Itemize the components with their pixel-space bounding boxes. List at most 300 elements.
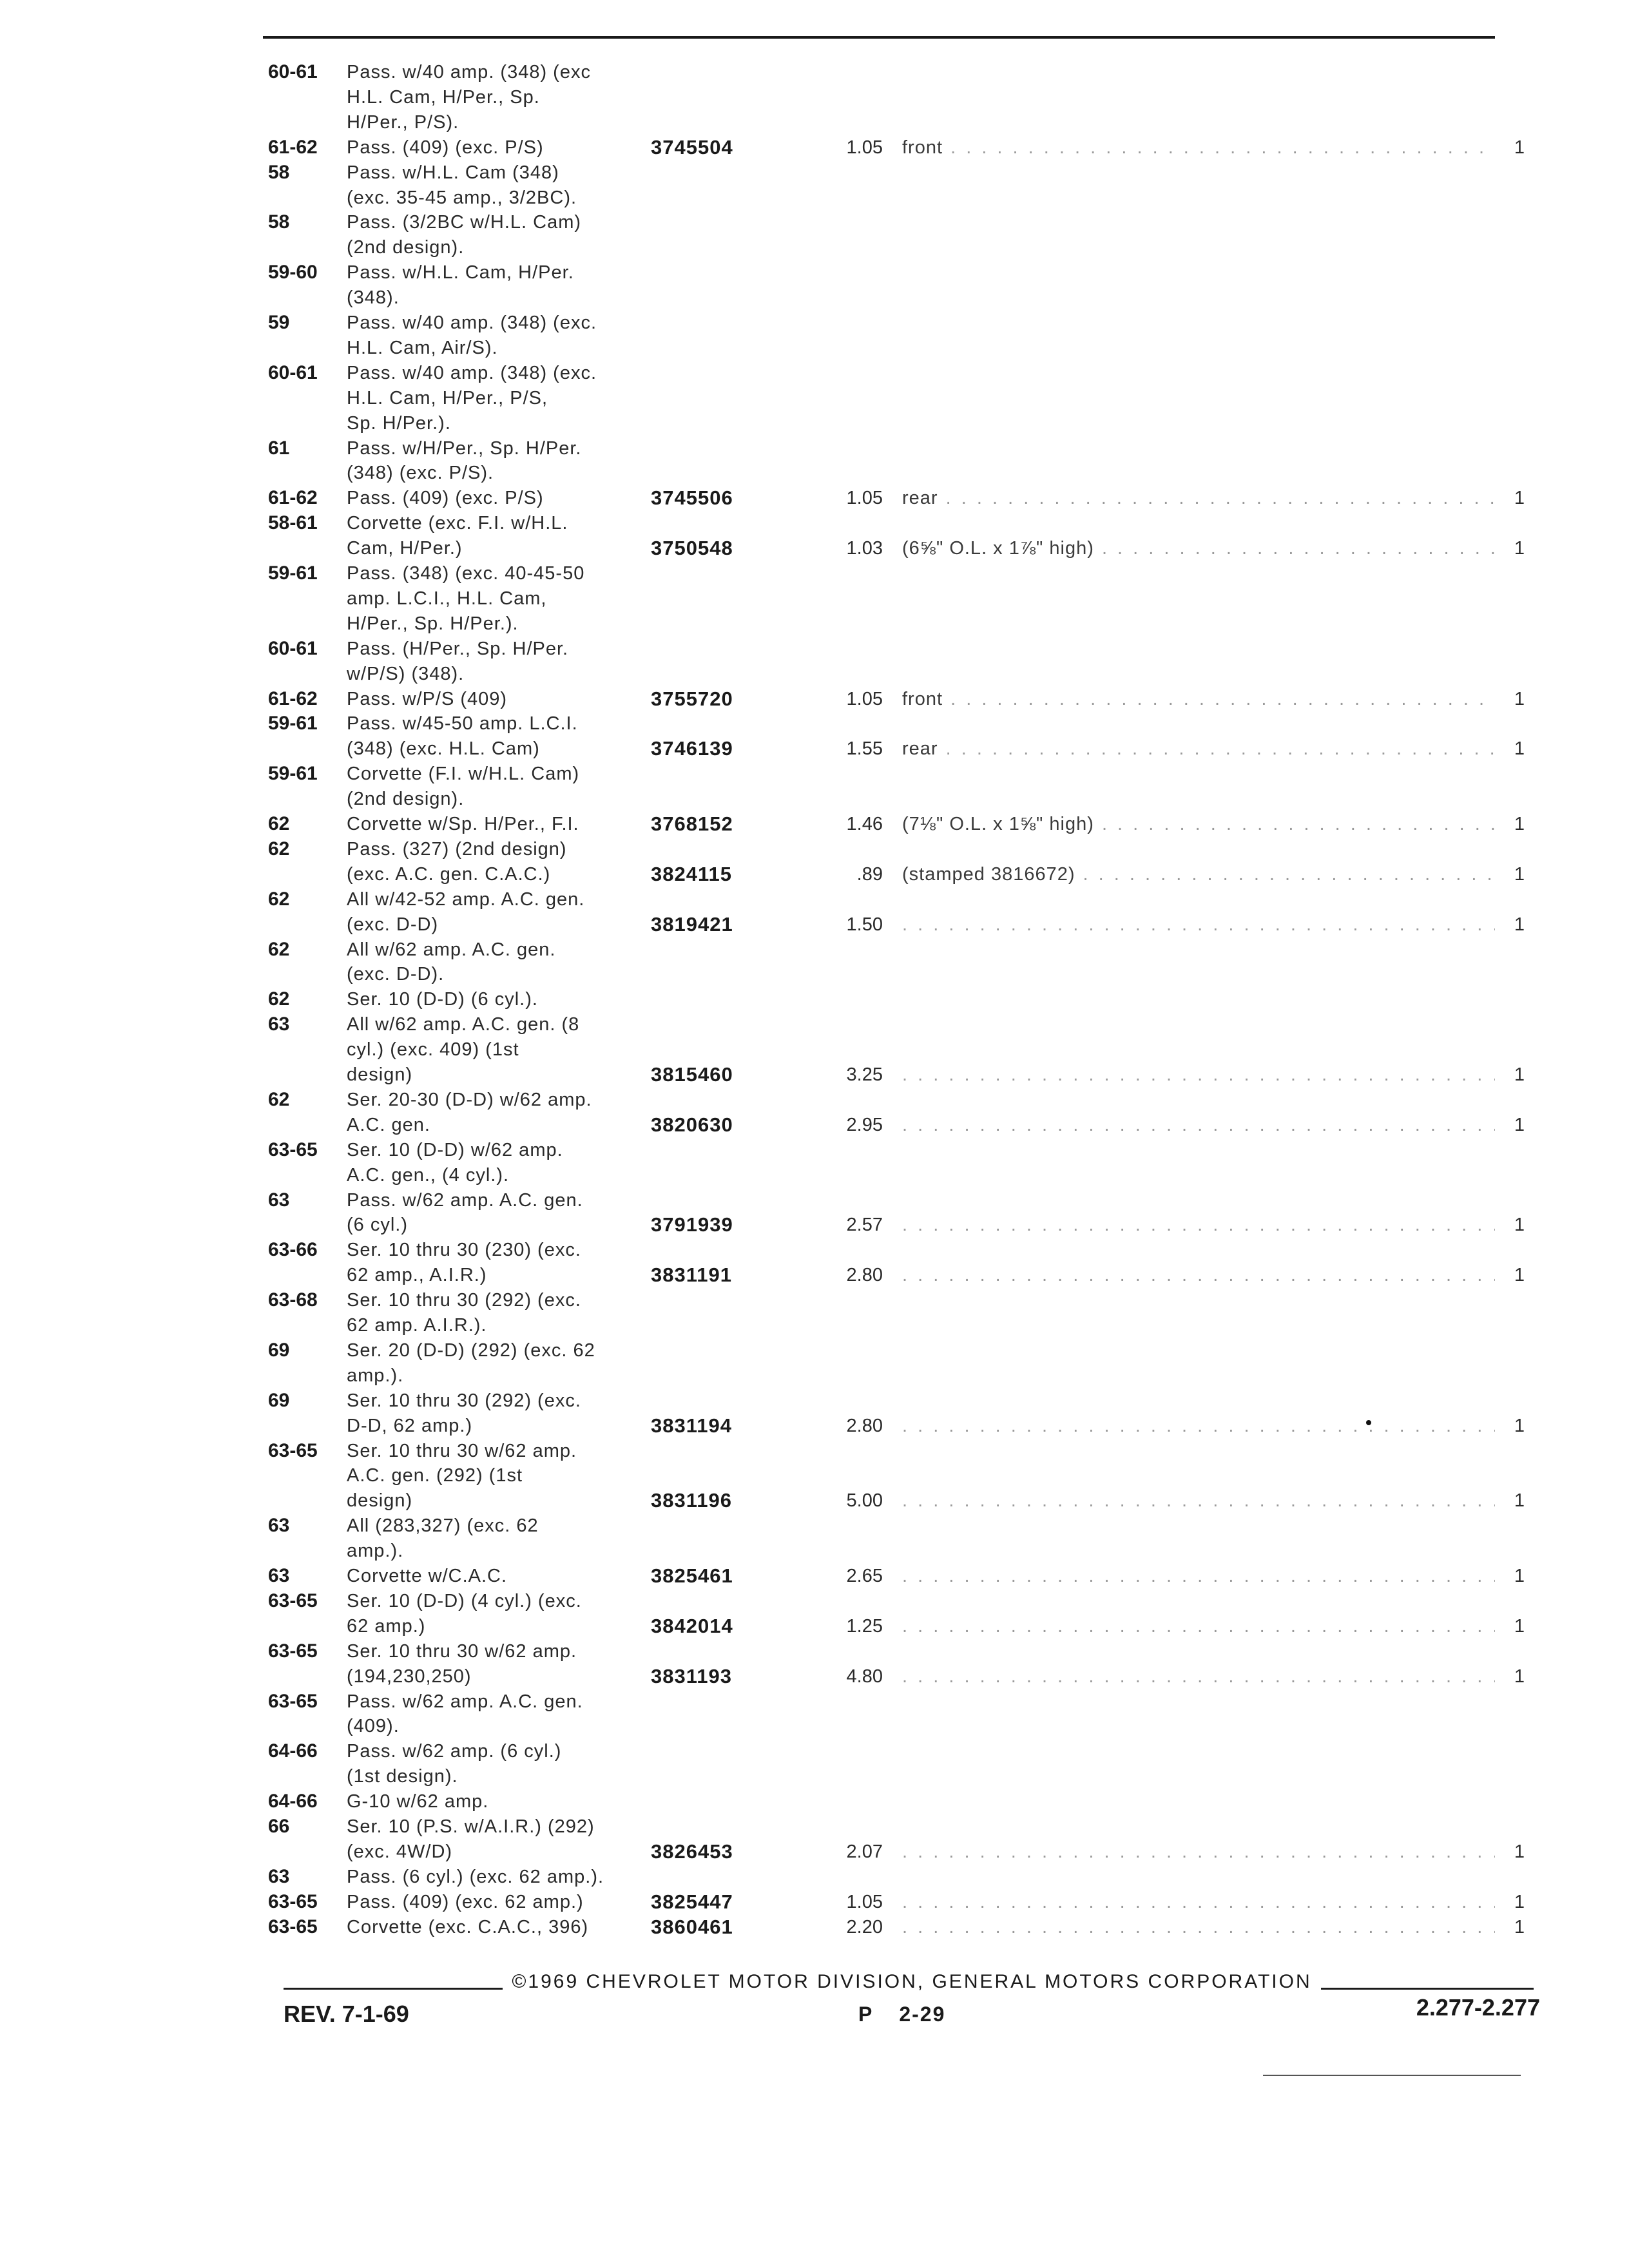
description-cell: Pass. w/40 amp. (348) (exc.	[347, 312, 597, 333]
part-number-cell: 3824115	[651, 863, 732, 885]
table-row	[0, 1137, 1629, 1163]
price-cell: 1.05	[846, 488, 883, 508]
table-row	[0, 535, 1629, 561]
model-year-cell: 63-65	[268, 1590, 318, 1611]
quantity-cell	[1500, 1037, 1539, 1062]
part-number-cell: 3831191	[651, 1264, 732, 1286]
remark-cell	[902, 1187, 1495, 1213]
part-number-cell: 3819421	[651, 913, 733, 936]
quantity-cell	[1500, 1137, 1539, 1163]
part-number-cell	[651, 84, 773, 110]
remark-cell	[902, 661, 1495, 687]
description-cell: design)	[347, 1490, 413, 1511]
quantity-cell: 1	[1514, 1215, 1525, 1235]
part-number-cell	[651, 1538, 773, 1564]
model-year-cell	[268, 1839, 348, 1865]
quantity-cell	[1500, 510, 1539, 536]
table-row	[0, 1212, 1629, 1238]
quantity-cell: 1	[1514, 1917, 1525, 1937]
quantity-cell	[1500, 1789, 1539, 1814]
remark-cell: rear . . .	[902, 736, 1495, 762]
table-row	[0, 1689, 1629, 1715]
price-cell: .89	[856, 864, 883, 885]
quantity-cell: 1	[1514, 1841, 1525, 1862]
table-row	[0, 209, 1629, 235]
part-number-cell: 3745506	[651, 486, 733, 509]
quantity-cell	[1500, 761, 1539, 787]
description-cell: Pass. w/45-50 amp. L.C.I.	[347, 713, 578, 734]
price-cell	[799, 611, 883, 637]
table-row	[0, 84, 1629, 110]
quantity-cell	[1500, 1763, 1539, 1789]
description-cell: (exc. A.C. gen. C.A.C.)	[347, 864, 551, 885]
model-year-cell: 60-61	[268, 61, 318, 82]
model-year-cell	[268, 185, 348, 211]
description-cell: H/Per., Sp. H/Per.).	[347, 613, 519, 634]
table-row	[0, 661, 1629, 687]
model-year-cell: 59-60	[268, 262, 318, 283]
part-number-cell	[651, 510, 773, 536]
page-number: 2-29	[899, 2003, 946, 2026]
quantity-cell: 1	[1514, 538, 1525, 559]
remark-cell	[902, 836, 1495, 862]
model-year-cell	[268, 1262, 348, 1288]
remark-cell	[902, 1312, 1495, 1338]
remark-cell	[902, 561, 1495, 586]
table-row	[0, 1789, 1629, 1814]
part-number-cell	[651, 285, 773, 311]
description-cell: Pass. w/62 amp. A.C. gen.	[347, 1691, 583, 1712]
model-year-cell: 61-62	[268, 487, 318, 508]
part-number-cell	[651, 1388, 773, 1414]
part-number-cell: 3750548	[651, 537, 733, 559]
model-year-cell: 62	[268, 889, 290, 910]
part-number-cell	[651, 1789, 773, 1814]
description-cell: Ser. 10 thru 30 (292) (exc.	[347, 1290, 581, 1311]
part-number-cell	[651, 1312, 773, 1338]
quantity-cell	[1500, 661, 1539, 687]
quantity-cell: 1	[1514, 1666, 1525, 1687]
table-row	[0, 1312, 1629, 1338]
description-cell: 62 amp.)	[347, 1616, 426, 1637]
model-year-cell: 69	[268, 1340, 290, 1361]
model-year-cell: 62	[268, 1089, 290, 1110]
quantity-cell	[1500, 611, 1539, 637]
table-row	[0, 485, 1629, 511]
page-code	[858, 2000, 945, 2028]
remark-cell	[902, 1513, 1495, 1539]
part-number-cell	[651, 436, 773, 461]
table-row	[0, 1639, 1629, 1664]
part-number-cell	[651, 1137, 773, 1163]
model-year-cell	[268, 1212, 348, 1238]
remark-cell	[902, 510, 1495, 536]
description-cell: (exc. D-D)	[347, 914, 439, 935]
page-letter: P	[858, 2003, 874, 2026]
price-cell	[799, 460, 883, 486]
price-cell	[799, 1864, 883, 1890]
part-number-cell	[651, 1287, 773, 1313]
price-cell: 2.95	[846, 1115, 883, 1135]
quantity-cell	[1500, 1513, 1539, 1539]
price-cell	[799, 1639, 883, 1664]
table-row	[0, 1037, 1629, 1062]
description-cell: Pass. (348) (exc. 40-45-50	[347, 563, 585, 584]
price-cell	[799, 436, 883, 461]
quantity-cell: 1	[1514, 1892, 1525, 1912]
remark-cell	[902, 1738, 1495, 1764]
table-row	[0, 235, 1629, 260]
table-row	[0, 561, 1629, 586]
price-cell	[799, 1312, 883, 1338]
description-cell: (409).	[347, 1716, 400, 1736]
quantity-cell	[1500, 410, 1539, 436]
price-cell: 1.46	[846, 814, 883, 834]
price-cell	[799, 1237, 883, 1263]
quantity-cell	[1500, 360, 1539, 386]
description-cell: (2nd design).	[347, 237, 465, 258]
model-year-cell: 60-61	[268, 362, 318, 383]
model-year-cell	[268, 535, 348, 561]
remark-cell	[902, 235, 1495, 260]
copyright-line: ©1969 CHEVROLET MOTOR DIVISION, GENERAL MOTORS CORPORATION	[512, 1971, 1312, 1992]
part-number-cell	[651, 1814, 773, 1840]
part-number-cell	[651, 961, 773, 987]
quantity-cell	[1500, 1087, 1539, 1113]
description-cell: Pass. (6 cyl.) (exc. 62 amp.).	[347, 1867, 604, 1887]
quantity-cell	[1500, 1538, 1539, 1564]
description-cell: H.L. Cam, Air/S).	[347, 338, 498, 358]
price-cell	[799, 1814, 883, 1840]
remark-cell	[902, 1363, 1495, 1389]
price-cell	[799, 510, 883, 536]
table-row	[0, 1338, 1629, 1363]
part-number-cell: 3825461	[651, 1564, 733, 1587]
table-row	[0, 410, 1629, 436]
table-row	[0, 1438, 1629, 1464]
description-cell: G-10 w/62 amp.	[347, 1791, 489, 1812]
price-cell: 2.57	[846, 1215, 883, 1235]
table-row	[0, 160, 1629, 186]
remark-cell	[902, 1262, 1495, 1288]
price-cell	[799, 260, 883, 285]
price-cell	[799, 1588, 883, 1614]
price-cell	[799, 360, 883, 386]
section-number: 2.277-2.277	[1416, 1994, 1540, 2021]
description-cell: (1st design).	[347, 1766, 458, 1787]
price-cell	[799, 961, 883, 987]
remark-cell	[902, 611, 1495, 637]
model-year-cell	[268, 1363, 348, 1389]
model-year-cell: 61	[268, 437, 290, 459]
price-cell	[799, 84, 883, 110]
remark-cell	[902, 1613, 1495, 1639]
model-year-cell: 59-61	[268, 562, 318, 584]
price-cell: 1.50	[846, 914, 883, 935]
price-cell	[799, 335, 883, 361]
remark-cell: front . . .	[902, 135, 1495, 160]
remark-cell	[902, 285, 1495, 311]
remark-cell	[902, 335, 1495, 361]
table-row	[0, 1287, 1629, 1313]
model-year-cell: 66	[268, 1816, 290, 1837]
description-cell: Ser. 10 (D-D) (6 cyl.).	[347, 989, 538, 1010]
description-cell: All (283,327) (exc. 62	[347, 1515, 539, 1536]
table-row	[0, 1588, 1629, 1614]
price-cell	[799, 561, 883, 586]
remark-cell: (6⅝" O.L. x 1⅞" high) . . .	[902, 535, 1495, 561]
quantity-cell	[1500, 1738, 1539, 1764]
remark-cell	[902, 1137, 1495, 1163]
price-cell: 2.80	[846, 1416, 883, 1436]
quantity-cell	[1500, 185, 1539, 211]
quantity-cell	[1500, 561, 1539, 586]
description-cell: Ser. 10 thru 30 w/62 amp.	[347, 1441, 577, 1461]
quantity-cell: 1	[1514, 738, 1525, 759]
price-cell: 1.05	[846, 1892, 883, 1912]
model-year-cell: 63-66	[268, 1239, 318, 1260]
model-year-cell	[268, 736, 348, 762]
description-cell: amp.).	[347, 1365, 404, 1386]
remark-cell	[902, 887, 1495, 912]
model-year-cell: 63-65	[268, 1640, 318, 1662]
model-year-cell	[268, 385, 348, 411]
quantity-cell	[1500, 285, 1539, 311]
description-cell: A.C. gen. (292) (1st	[347, 1465, 523, 1486]
price-cell	[799, 209, 883, 235]
remark-cell	[902, 1212, 1495, 1238]
part-number-cell: 3815460	[651, 1063, 733, 1086]
remark-cell	[902, 1588, 1495, 1614]
part-number-cell: 3745504	[651, 136, 733, 159]
quantity-cell	[1500, 1864, 1539, 1890]
model-year-cell: 60-61	[268, 638, 318, 659]
remark-cell	[902, 1162, 1495, 1188]
model-year-cell: 63-65	[268, 1139, 318, 1160]
price-cell	[799, 1037, 883, 1062]
part-number-cell	[651, 1187, 773, 1213]
quantity-cell	[1500, 1162, 1539, 1188]
remark-cell	[902, 209, 1495, 235]
price-cell	[799, 1513, 883, 1539]
quantity-cell	[1500, 436, 1539, 461]
price-cell	[799, 1187, 883, 1213]
model-year-cell: 62	[268, 988, 290, 1010]
table-row	[0, 335, 1629, 361]
description-cell: (348) (exc. H.L. Cam)	[347, 738, 540, 759]
model-year-cell	[268, 110, 348, 135]
table-row	[0, 460, 1629, 486]
description-cell: Corvette (exc. C.A.C., 396)	[347, 1917, 589, 1937]
table-row	[0, 1488, 1629, 1514]
description-cell: (194,230,250)	[347, 1666, 472, 1687]
table-row	[0, 385, 1629, 411]
quantity-cell	[1500, 310, 1539, 336]
table-row	[0, 1463, 1629, 1488]
remark-cell	[902, 1713, 1495, 1739]
part-number-cell	[651, 586, 773, 611]
model-year-cell	[268, 1488, 348, 1514]
quantity-cell: 1	[1514, 488, 1525, 508]
description-cell: H.L. Cam, H/Per., P/S,	[347, 388, 548, 408]
table-row	[0, 59, 1629, 85]
model-year-cell: 58-61	[268, 512, 318, 533]
remark-cell	[902, 1689, 1495, 1715]
description-cell: All w/62 amp. A.C. gen.	[347, 939, 556, 960]
remark-cell	[902, 460, 1495, 486]
part-number-cell	[651, 360, 773, 386]
remark-cell: (stamped 3816672) . . .	[902, 861, 1495, 887]
price-cell	[799, 385, 883, 411]
remark-cell	[902, 1287, 1495, 1313]
table-row	[0, 110, 1629, 135]
table-row	[0, 811, 1629, 837]
quantity-cell	[1500, 1438, 1539, 1464]
remark-cell	[902, 410, 1495, 436]
footer-rule-right	[1321, 1988, 1534, 1990]
model-year-cell: 61-62	[268, 137, 318, 158]
table-row	[0, 1864, 1629, 1890]
model-year-cell	[268, 611, 348, 637]
table-row	[0, 937, 1629, 963]
part-number-cell: 3826453	[651, 1840, 733, 1863]
price-cell	[799, 1137, 883, 1163]
price-cell	[799, 185, 883, 211]
model-year-cell	[268, 786, 348, 812]
quantity-cell	[1500, 836, 1539, 862]
price-cell	[799, 1388, 883, 1414]
table-row	[0, 1613, 1629, 1639]
remark-cell	[902, 1037, 1495, 1062]
model-year-cell: 61-62	[268, 688, 318, 709]
remark-cell	[902, 1789, 1495, 1814]
model-year-cell	[268, 460, 348, 486]
description-cell: (348).	[347, 287, 400, 308]
part-number-cell	[651, 1363, 773, 1389]
part-number-cell	[651, 1689, 773, 1715]
model-year-cell: 64-66	[268, 1791, 318, 1812]
quantity-cell	[1500, 1689, 1539, 1715]
part-number-cell: 3825447	[651, 1890, 733, 1913]
remark-cell	[902, 912, 1495, 937]
table-row	[0, 1062, 1629, 1088]
remark-cell: rear . . .	[902, 485, 1495, 511]
part-number-cell	[651, 1588, 773, 1614]
quantity-cell	[1500, 84, 1539, 110]
part-number-cell	[651, 410, 773, 436]
table-row	[0, 761, 1629, 787]
part-number-cell	[651, 235, 773, 260]
model-year-cell: 63-68	[268, 1289, 318, 1311]
remark-cell: (7⅛" O.L. x 1⅝" high) . . .	[902, 811, 1495, 837]
remark-cell	[902, 937, 1495, 963]
table-row	[0, 1388, 1629, 1414]
part-number-cell	[651, 385, 773, 411]
remark-cell	[902, 961, 1495, 987]
price-cell	[799, 1689, 883, 1715]
quantity-cell	[1500, 636, 1539, 662]
remark-cell	[902, 1639, 1495, 1664]
model-year-cell	[268, 1037, 348, 1062]
description-cell: Cam, H/Per.)	[347, 538, 463, 559]
quantity-cell: 1	[1514, 1265, 1525, 1285]
table-row	[0, 1413, 1629, 1439]
remark-cell	[902, 1538, 1495, 1564]
description-cell: w/P/S) (348).	[347, 664, 465, 684]
part-number-cell: 3755720	[651, 687, 733, 710]
table-row	[0, 636, 1629, 662]
model-year-cell	[268, 1763, 348, 1789]
remark-cell	[902, 1388, 1495, 1414]
description-cell: Pass. w/P/S (409)	[347, 689, 508, 709]
price-cell	[799, 1713, 883, 1739]
description-cell: Pass. w/62 amp. A.C. gen.	[347, 1190, 583, 1211]
part-number-cell	[651, 1338, 773, 1363]
model-year-cell: 58	[268, 211, 290, 233]
remark-cell	[902, 436, 1495, 461]
price-cell	[799, 1463, 883, 1488]
description-cell: H/Per., P/S).	[347, 112, 459, 133]
part-number-cell	[651, 1463, 773, 1488]
quantity-cell	[1500, 1363, 1539, 1389]
remark-cell	[902, 84, 1495, 110]
description-cell: H.L. Cam, H/Per., Sp.	[347, 87, 540, 108]
quantity-cell: 1	[1514, 137, 1525, 158]
part-number-cell	[651, 310, 773, 336]
model-year-cell	[268, 1613, 348, 1639]
model-year-cell: 62	[268, 838, 290, 860]
part-number-cell	[651, 260, 773, 285]
remark-cell	[902, 59, 1495, 85]
price-cell	[799, 235, 883, 260]
description-cell: Corvette (F.I. w/H.L. Cam)	[347, 764, 580, 784]
remark-cell	[902, 1338, 1495, 1363]
model-year-cell	[268, 1162, 348, 1188]
price-cell: 2.65	[846, 1566, 883, 1586]
table-row	[0, 786, 1629, 812]
remark-cell: front . . .	[902, 686, 1495, 712]
model-year-cell: 64-66	[268, 1740, 318, 1762]
description-cell: (exc. 4W/D)	[347, 1841, 453, 1862]
part-number-cell	[651, 986, 773, 1012]
model-year-cell: 63	[268, 1866, 290, 1887]
description-cell: (2nd design).	[347, 789, 465, 809]
table-row	[0, 711, 1629, 736]
description-cell: D-D, 62 amp.)	[347, 1416, 473, 1436]
part-number-cell	[651, 335, 773, 361]
model-year-cell: 63	[268, 1014, 290, 1035]
quantity-cell: 1	[1514, 1064, 1525, 1085]
price-cell: 1.25	[846, 1616, 883, 1637]
model-year-cell	[268, 1312, 348, 1338]
part-number-cell: 3831194	[651, 1414, 732, 1437]
description-cell: Pass. (3/2BC w/H.L. Cam)	[347, 212, 582, 233]
table-row	[0, 260, 1629, 285]
part-number-cell: 3842014	[651, 1615, 733, 1637]
price-cell	[799, 410, 883, 436]
description-cell: Ser. 10 thru 30 (292) (exc.	[347, 1390, 581, 1411]
table-row	[0, 1237, 1629, 1263]
remark-cell	[902, 360, 1495, 386]
quantity-cell: 1	[1514, 1115, 1525, 1135]
price-cell	[799, 761, 883, 787]
price-cell	[799, 1012, 883, 1037]
remark-cell	[902, 160, 1495, 186]
price-cell	[799, 1538, 883, 1564]
quantity-cell	[1500, 59, 1539, 85]
part-number-cell	[651, 1763, 773, 1789]
table-row	[0, 1713, 1629, 1739]
